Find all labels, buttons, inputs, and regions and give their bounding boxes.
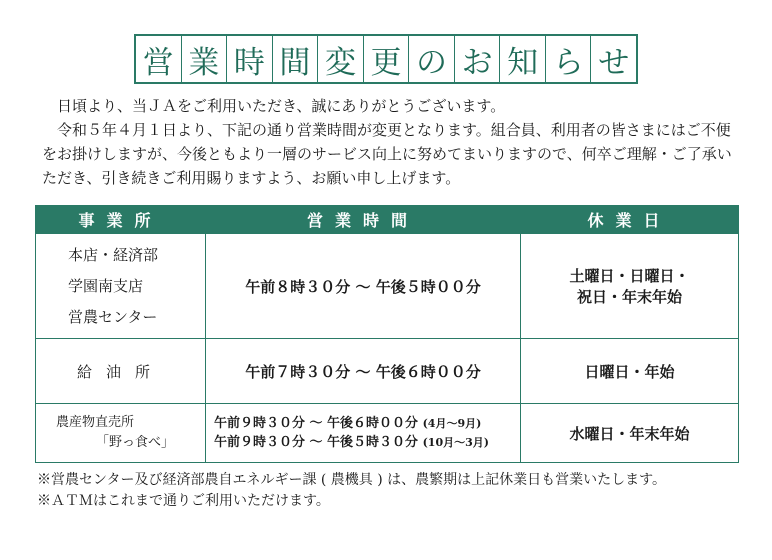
footnote: ※ＡＴＭはこれまで通りご利用いただけます。	[37, 493, 330, 509]
office-name: 学園南支店	[68, 276, 144, 295]
footnotes	[37, 470, 747, 512]
holidays-line: 祝日・年末年始	[576, 288, 682, 306]
title-char: 業	[182, 36, 228, 82]
title-char: ら	[546, 36, 592, 82]
holidays-cell	[521, 234, 739, 339]
table-row	[36, 234, 739, 339]
season-note: (10月〜3月)	[422, 436, 489, 449]
title-char: 営	[136, 36, 182, 82]
page-title	[134, 34, 638, 84]
header-holidays: 休業日	[521, 206, 739, 234]
holidays-cell: 日曜日・年始	[521, 339, 739, 404]
office-cell	[36, 404, 206, 463]
hours-line: 午前９時３０分 〜 午後５時３０分	[214, 435, 419, 450]
office-cell: 給油所	[36, 339, 206, 404]
header-office: 事業所	[36, 206, 206, 234]
schedule-table	[35, 205, 739, 463]
hours-cell: 午前８時３０分 〜 午後５時００分	[206, 234, 521, 339]
title-char: 変	[318, 36, 364, 82]
title-char: お	[455, 36, 501, 82]
table-row	[36, 404, 739, 463]
office-name: 営農センター	[68, 307, 158, 326]
title-char: 知	[500, 36, 546, 82]
intro-text	[42, 94, 742, 190]
hours-cell: 午前７時３０分 〜 午後６時００分	[206, 339, 521, 404]
office-cell	[36, 234, 206, 339]
intro-greeting: 日頃より、当ＪＡをご利用いただき、誠にありがとうございます。	[57, 97, 506, 115]
title-char: 時	[227, 36, 273, 82]
holidays-cell: 水曜日・年末年始	[521, 404, 739, 463]
table-row	[36, 339, 739, 404]
header-hours: 営業時間	[206, 206, 521, 234]
holidays-line: 土曜日・日曜日・	[569, 267, 690, 285]
title-char: の	[409, 36, 455, 82]
title-char: 更	[364, 36, 410, 82]
office-subname: 「野っ食べ」	[96, 435, 175, 450]
intro-notice: 令和５年４月１日より、下記の通り営業時間が変更となります。組合員、利用者の皆さまにはご不便をお掛けしますが、今後ともより一層のサービス向上に努めてまいりますので、何卒ご理解・ご了承いただき、引き続きご利用賜りますよう、お願い申し上げます。	[42, 121, 732, 187]
title-char: せ	[598, 44, 630, 81]
table-header-row	[36, 206, 739, 234]
footnote: ※営農センター及び経済部農自エネルギー課 ( 農機具 ) は、農繁期は上記休業日も営業いたします。	[37, 472, 667, 488]
title-char: 間	[273, 36, 319, 82]
season-note: (4月〜9月)	[422, 417, 482, 430]
office-name: 本店・経済部	[68, 245, 159, 264]
office-name: 農産物直売所	[56, 415, 135, 430]
hours-cell	[206, 404, 521, 463]
hours-line: 午前９時３０分 〜 午後６時００分	[214, 416, 419, 431]
